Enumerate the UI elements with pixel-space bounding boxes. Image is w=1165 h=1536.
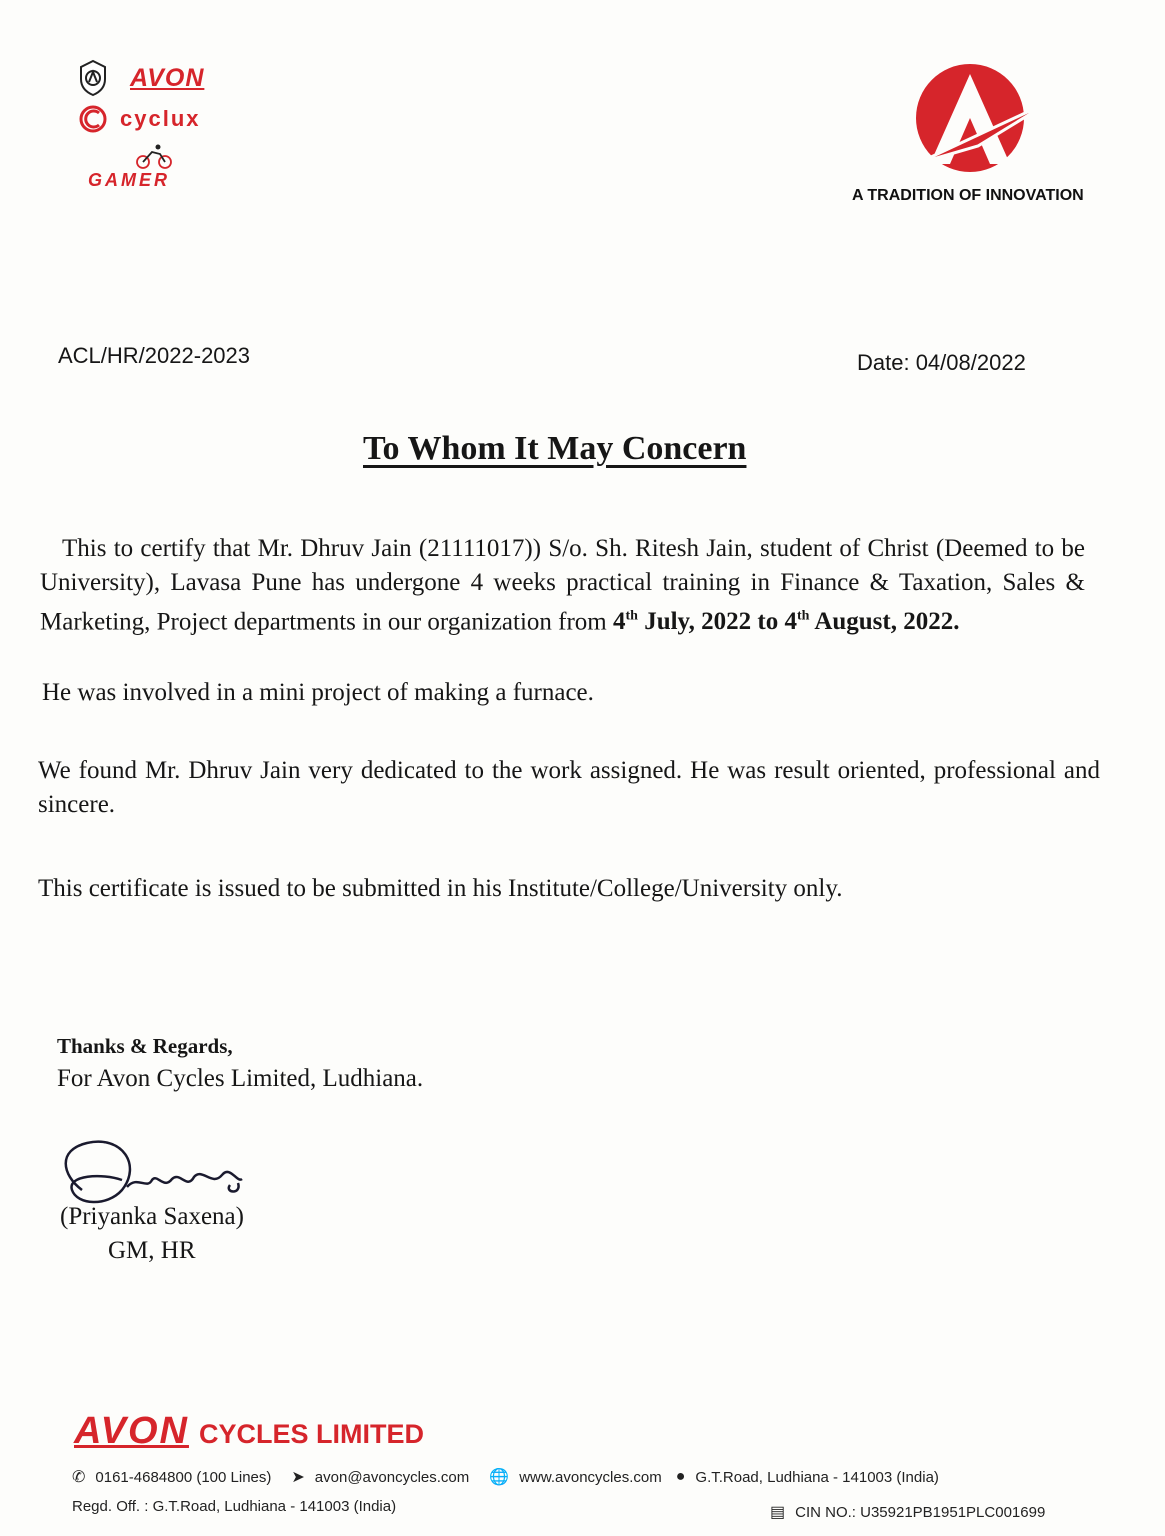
signatory-name: (Priyanka Saxena) — [60, 1203, 244, 1230]
footer-contact-row — [72, 1467, 1102, 1487]
logo-tagline: A TRADITION OF INNOVATION — [852, 187, 1084, 204]
brand-cyclux: cyclux — [120, 106, 201, 131]
footer-phone: 0161-4684800 (100 Lines) — [95, 1468, 272, 1486]
brand-cyclux-row — [78, 102, 228, 136]
paragraph-evaluation: We found Mr. Dhruv Jain very dedicated to the work assigned. He was result oriented, professional and sincere. — [38, 757, 1100, 818]
footer-cin: CIN NO.: U35921PB1951PLC001699 — [795, 1503, 1046, 1521]
start-date: 4th July, 2022 to 4th August, 2022. — [613, 608, 960, 636]
brand-avon: AVON — [130, 63, 205, 92]
phone-icon: ✆ — [72, 1469, 86, 1486]
letter-date: Date: 04/08/2022 — [857, 350, 1026, 375]
signatory-title: GM, HR — [108, 1237, 196, 1264]
footer-avon-logo: AVON — [74, 1410, 189, 1452]
brand-avon-row — [78, 58, 228, 98]
brand-gamer: GAMER — [88, 170, 170, 190]
avon-a-logo-icon — [908, 60, 1058, 180]
letter-title: To Whom It May Concern — [363, 430, 747, 467]
footer-regd-office: Regd. Off. : G.T.Road, Ludhiana - 141003 (India) — [72, 1498, 397, 1515]
footer-email: avon@avoncycles.com — [314, 1468, 470, 1486]
footer-brand — [74, 1410, 424, 1453]
paragraph-certification — [40, 532, 1085, 639]
footer-website: www.avoncycles.com — [519, 1468, 662, 1486]
main-logo — [908, 60, 1058, 180]
globe-icon: 🌐 — [489, 1469, 510, 1486]
company-line: For Avon Cycles Limited, Ludhiana. — [57, 1065, 424, 1092]
reference-number: ACL/HR/2022-2023 — [58, 343, 251, 368]
paragraph-purpose: This certificate is issued to be submitted in his Institute/College/University only. — [38, 875, 843, 902]
footer-cin-row — [770, 1502, 1045, 1522]
crest-icon — [78, 59, 108, 97]
brand-stack — [78, 58, 228, 194]
footer-regd-row — [72, 1498, 396, 1515]
closing-regards: Thanks & Regards, — [57, 1034, 233, 1058]
id-card-icon: ▤ — [770, 1504, 786, 1521]
footer-company-name: CYCLES LIMITED — [198, 1419, 424, 1449]
location-pin-icon: ● — [675, 1468, 686, 1485]
cyclist-icon — [134, 142, 174, 170]
paragraph-certification-text: This to certify that Mr. Dhruv Jain (21111017)) S/o. Sh. Ritesh Jain, student of Christ (Deemed to be University), Lavasa Pune has undergone 4 weeks practical training in Finance & Taxation, Sales & Marketing, Project departments in our organization from — [40, 535, 1085, 636]
brand-gamer-row — [78, 142, 228, 194]
footer-address: G.T.Road, Ludhiana - 141003 (India) — [695, 1468, 939, 1486]
paragraph-project: He was involved in a mini project of making a furnace. — [42, 679, 594, 706]
send-icon: ➤ — [291, 1469, 305, 1486]
cyclux-c-icon — [78, 104, 110, 134]
